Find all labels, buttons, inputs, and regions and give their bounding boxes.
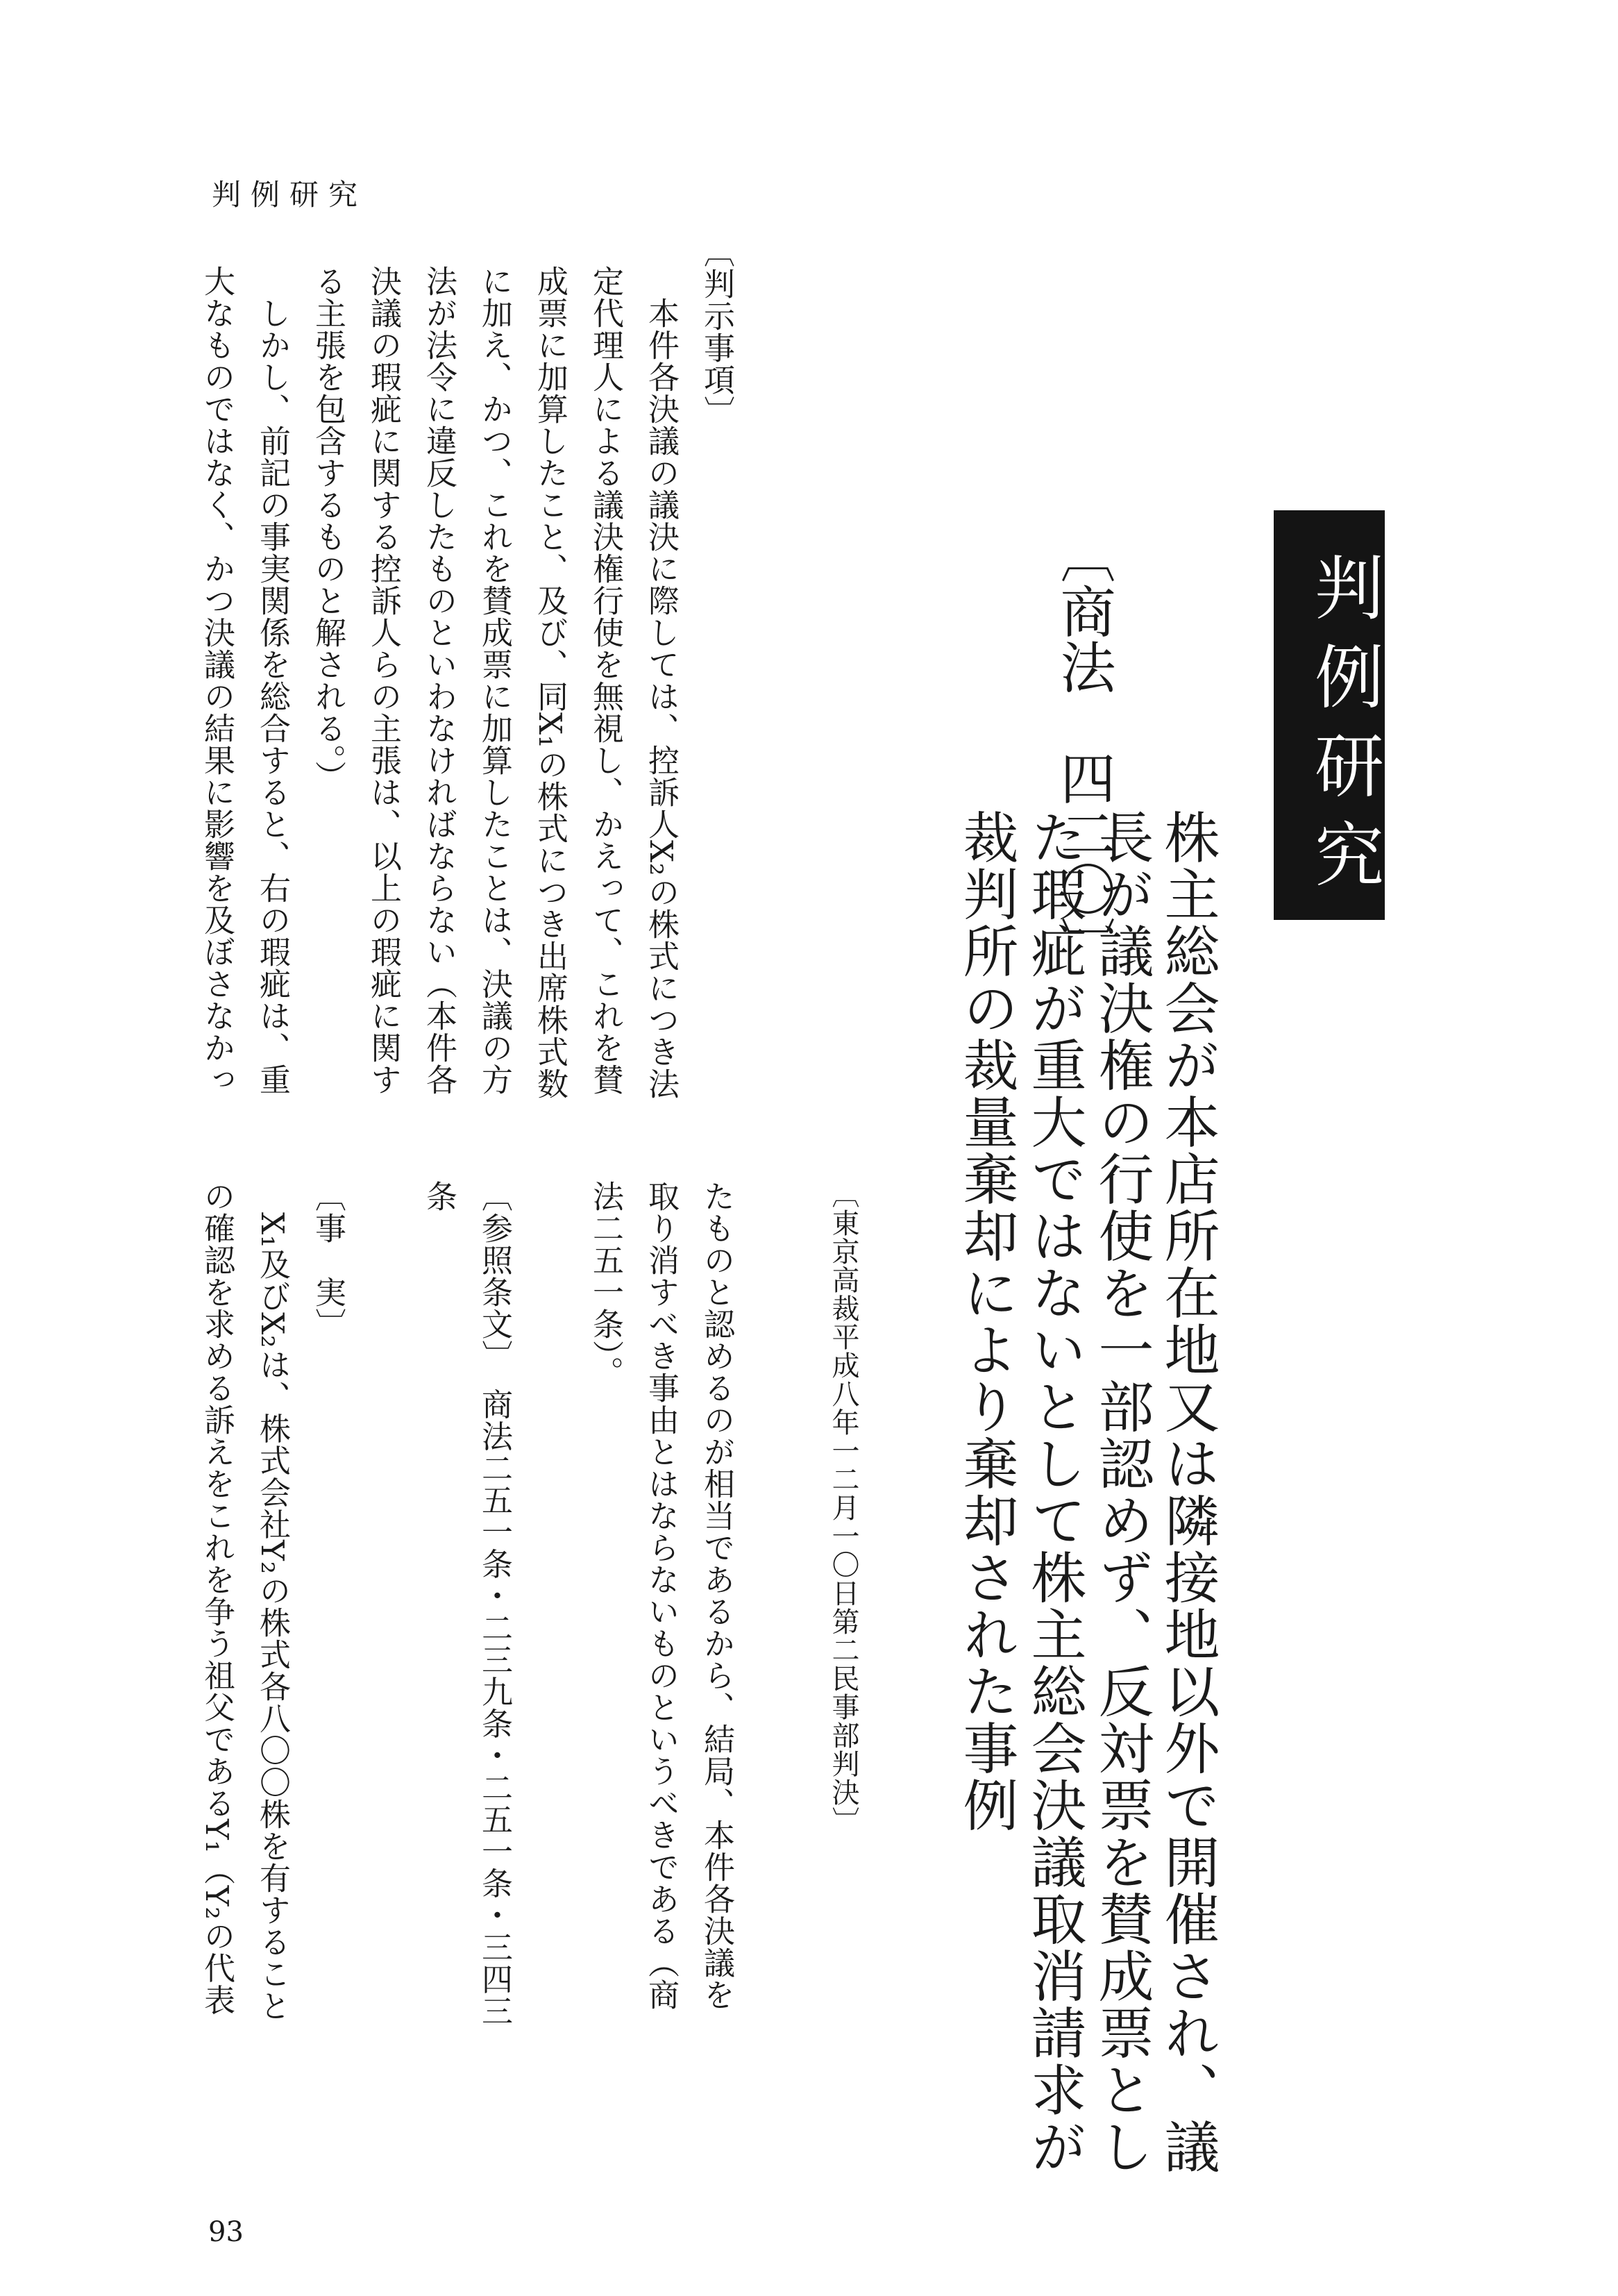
- body-line: 大なものではなく、かつ決議の結果に影響を及ぼさなかっ: [199, 265, 235, 1096]
- title-box-label: 判例研究: [1303, 552, 1384, 907]
- body-line: 本件各決議の議決に際しては、控訴人X₂の株式につき法: [643, 265, 680, 1100]
- body-line: に加え、かつ、これを賛成票に加算したことは、決議の方: [476, 265, 513, 1096]
- law-category-label: 〔商法 四二〇〕: [1051, 528, 1115, 972]
- headline-line-3: た瑕疵が重大ではないとして株主総会決議取消請求が: [1022, 809, 1086, 2175]
- body-line: 法が法令に違反したものといわなければならない（本件各: [421, 265, 457, 1096]
- running-head: 判例研究: [212, 178, 368, 212]
- page-number: 93: [208, 2216, 244, 2248]
- court-decision-label: 〔東京高裁平成八年一二月一〇日第二民事部判決〕: [827, 1180, 859, 1835]
- body-line: 決議の瑕疵に関する控訴人らの主張は、以上の瑕疵に関す: [365, 265, 402, 1096]
- section-heading-facts: 〔事 実〕: [310, 1180, 346, 1340]
- headline-line-4: 裁判所の裁量棄却により棄却された事例: [954, 809, 1018, 1834]
- body-line: X₁及びX₂は、株式会社Y₂の株式各八〇〇株を有すること: [254, 1180, 291, 2022]
- body-line: 定代理人による議決権行使を無視し、かえって、これを賛: [587, 265, 624, 1096]
- body-line: 取り消すべき事由とはならないものというべきである（商: [643, 1180, 680, 2011]
- body-line: る主張を包含するものと解される。）: [310, 265, 346, 793]
- body-line: 成票に加算したこと、及び、同X₁の株式につき出席株式数: [532, 265, 568, 1100]
- headline-line-2: 長が議決権の行使を一部認めず、反対票を賛成票とし: [1089, 809, 1154, 2175]
- section-heading-holding: 〔判示事項〕: [698, 236, 735, 428]
- body-line: 法二五一条）。: [587, 1180, 624, 1389]
- body-line: の確認を求める訴えをこれを争う祖父であるY₁（Y₂の代表: [199, 1180, 235, 2016]
- body-line: 条: [421, 1180, 457, 1212]
- body-line: たものと認めるのが相当であるから、結局、本件各決議を: [698, 1180, 735, 2011]
- headline-line-1: 株主総会が本店所在地又は隣接地以外で開催され、議: [1155, 809, 1220, 2175]
- body-line: しかし、前記の事実関係を総合すると、右の瑕疵は、重: [254, 265, 291, 1096]
- title-box: [1274, 510, 1385, 920]
- section-heading-references: 〔参照条文〕 商法二五一条・二三九条・二五一条・三四三: [476, 1180, 513, 2027]
